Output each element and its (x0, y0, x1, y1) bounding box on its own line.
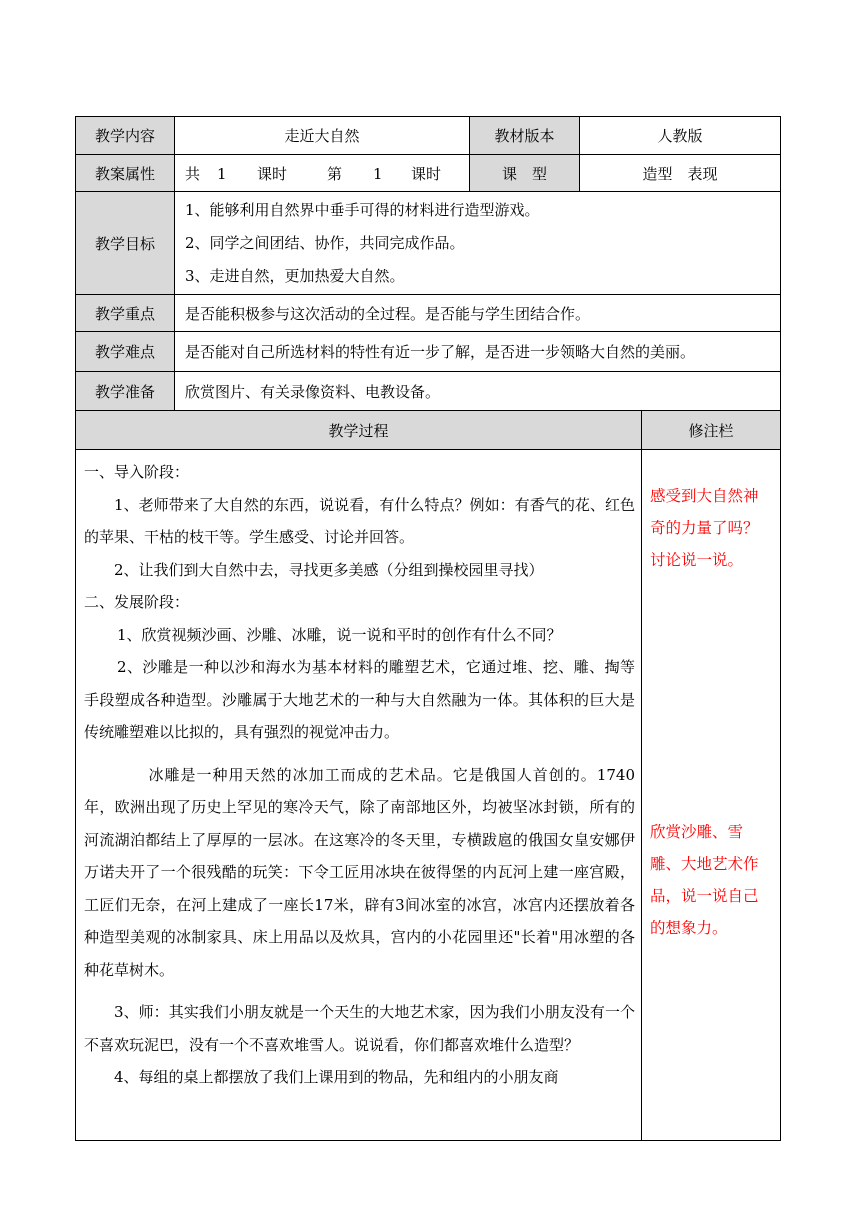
content-value: 走近大自然 (175, 117, 470, 155)
attr-total-prefix: 共 (185, 164, 201, 183)
process-paragraph: 1、老师带来了大自然的东西，说说看，有什么特点？例如：有香气的花、红色的苹果、干枯的枝干等。学生感受、讨论并回答。 (84, 495, 635, 546)
attr-cur-unit: 课时 (411, 164, 442, 183)
preparation-label: 教学准备 (76, 372, 175, 411)
notes-label: 修注栏 (642, 411, 781, 450)
content-label: 教学内容 (76, 117, 175, 155)
type-label: 课 型 (470, 155, 580, 192)
edition-value: 人教版 (580, 117, 781, 155)
difficulty-value: 是否能对自己所选材料的特性有近一步了解，是否进一步领略大自然的美丽。 (175, 332, 781, 372)
process-paragraph: 3、师：其实我们小朋友就是一个天生的大地艺术家，因为我们小朋友没有一个不喜欢玩泥巴，没有一个不喜欢堆雪人。说说看，你们都喜欢堆什么造型？ (84, 1003, 635, 1054)
notes-content (642, 450, 781, 1141)
process-content (76, 450, 642, 1141)
process-paragraph: 2、让我们到大自然中去，寻找更多美感（分组到操校园里寻找） (114, 560, 544, 579)
process-label: 教学过程 (76, 411, 642, 450)
attr-value (175, 155, 470, 192)
row-focus (76, 295, 781, 332)
attr-total-unit: 课时 (257, 164, 288, 183)
row-difficulty (76, 332, 781, 372)
row-content (76, 117, 781, 155)
row-attributes (76, 155, 781, 192)
note-item: 感受到大自然神奇的力量了吗？讨论说一说。 (650, 487, 759, 569)
edition-label: 教材版本 (470, 117, 580, 155)
preparation-value: 欣赏图片、有关录像资料、电教设备。 (175, 372, 781, 411)
goals-label: 教学目标 (76, 192, 175, 295)
process-paragraph: 二、发展阶段： (84, 593, 190, 611)
process-paragraph: 4、每组的桌上都摆放了我们上课用到的物品，先和组内的小朋友商 (114, 1068, 559, 1086)
process-paragraph: 冰雕是一种用天然的冰加工而成的艺术品。它是俄国人首创的。1740年，欧洲出现了历史上罕见的寒冷天气，除了南部地区外，均被坚冰封锁，所有的河流湖泊都结上了厚厚的一层冰。在这寒冷的冬天里，专横跋扈的俄国女皇安娜伊万诺夫开了一个很残酷的玩笑：下令工匠用冰块在彼得堡的内瓦河上建一座宫殿，工匠们无奈，在河上建成了一座长17米，辟有3间冰室的冰宫，冰宫内还摆放着各种造型美观的冰制家具、床上用品以及炊具，宫内的小花园里还"长着"用冰塑的各种花草树木。 (84, 765, 635, 979)
goals-list (175, 192, 781, 295)
row-goals (76, 192, 781, 295)
row-preparation (76, 372, 781, 411)
row-process-header (76, 411, 781, 450)
focus-value: 是否能积极参与这次活动的全过程。是否能与学生团结合作。 (175, 295, 781, 332)
row-process-body (76, 450, 781, 1141)
type-value: 造型 表现 (580, 155, 781, 192)
process-paragraph: 2、沙雕是一种以沙和海水为基本材料的雕塑艺术，它通过堆、挖、雕、掏等手段塑成各种造型。沙雕属于大地艺术的一种与大自然融为一体。其体积的巨大是传统雕塑难以比拟的，具有强烈的视觉冲击力。 (84, 658, 635, 741)
goal-item: 3、走进自然，更加热爱大自然。 (185, 266, 405, 285)
difficulty-label: 教学难点 (76, 332, 175, 372)
focus-label: 教学重点 (76, 295, 175, 332)
attr-cur-num: 1 (373, 164, 383, 183)
goal-item: 2、同学之间团结、协作，共同完成作品。 (185, 233, 465, 252)
attr-cur-prefix: 第 (327, 164, 343, 183)
process-paragraph: 1、欣赏视频沙画、沙雕、冰雕，说一说和平时的创作有什么不同？ (117, 625, 562, 644)
goal-item: 1、能够利用自然界中垂手可得的材料进行造型游戏。 (185, 200, 540, 219)
note-item: 欣赏沙雕、雪雕、大地艺术作品，说一说自己的想象力。 (650, 823, 759, 937)
lesson-plan-table (75, 116, 781, 1141)
attr-label: 教案属性 (76, 155, 175, 192)
attr-total-num: 1 (217, 164, 227, 183)
process-paragraph: 一、导入阶段： (84, 463, 190, 481)
